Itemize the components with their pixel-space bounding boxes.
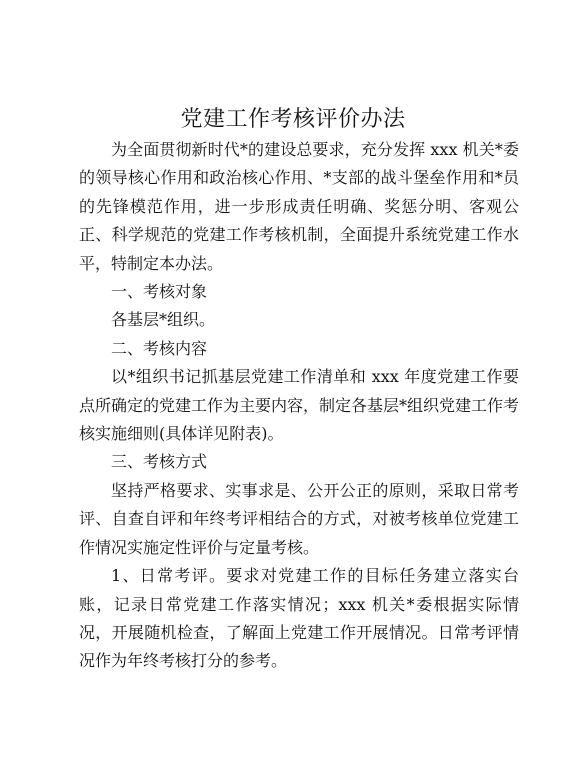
- assessment-methods-paragraph: 坚持严格要求、实事求是、公开公正的原则，采取日常考评、自查自评和年终考评相结合的方式，对被考核单位党建工作情况实施定性评价与定量考核。: [79, 480, 519, 557]
- section-heading-assessment-content: 二、考核内容: [111, 338, 208, 358]
- assessment-content-paragraph: 以*组织书记抓基层党建工作清单和 xxx 年度党建工作要点所确定的党建工作为主要内容，制定各基层*组织党建工作考核实施细则(具体详见附表)。: [79, 367, 520, 444]
- document-title: 党建工作考核评价办法: [180, 107, 406, 132]
- section-heading-assessment-targets: 一、考核对象: [111, 282, 208, 302]
- daily-evaluation-paragraph: 1、日常考评。要求对党建工作的目标任务建立落实台账，记录日常党建工作落实情况；xxx 机关*委根据实际情况，开展随机检查，了解面上党建工作开展情况。日常考评情况作为年终考核打分的参考。: [79, 566, 519, 671]
- section-heading-assessment-methods: 三、考核方式: [111, 452, 208, 472]
- assessment-targets-paragraph: 各基层*组织。: [111, 310, 216, 330]
- document-body: [79, 136, 519, 676]
- intro-paragraph: 为全面贯彻新时代*的建设总要求，充分发挥 xxx 机关*委的领导核心作用和政治核心作用、*支部的战斗堡垒作用和*员的先锋模范作用，进一步形成责任明确、奖惩分明、客观公正、科学规范的党建工作考核机制，全面提升系统党建工作水平，特制定本办法。: [79, 140, 519, 273]
